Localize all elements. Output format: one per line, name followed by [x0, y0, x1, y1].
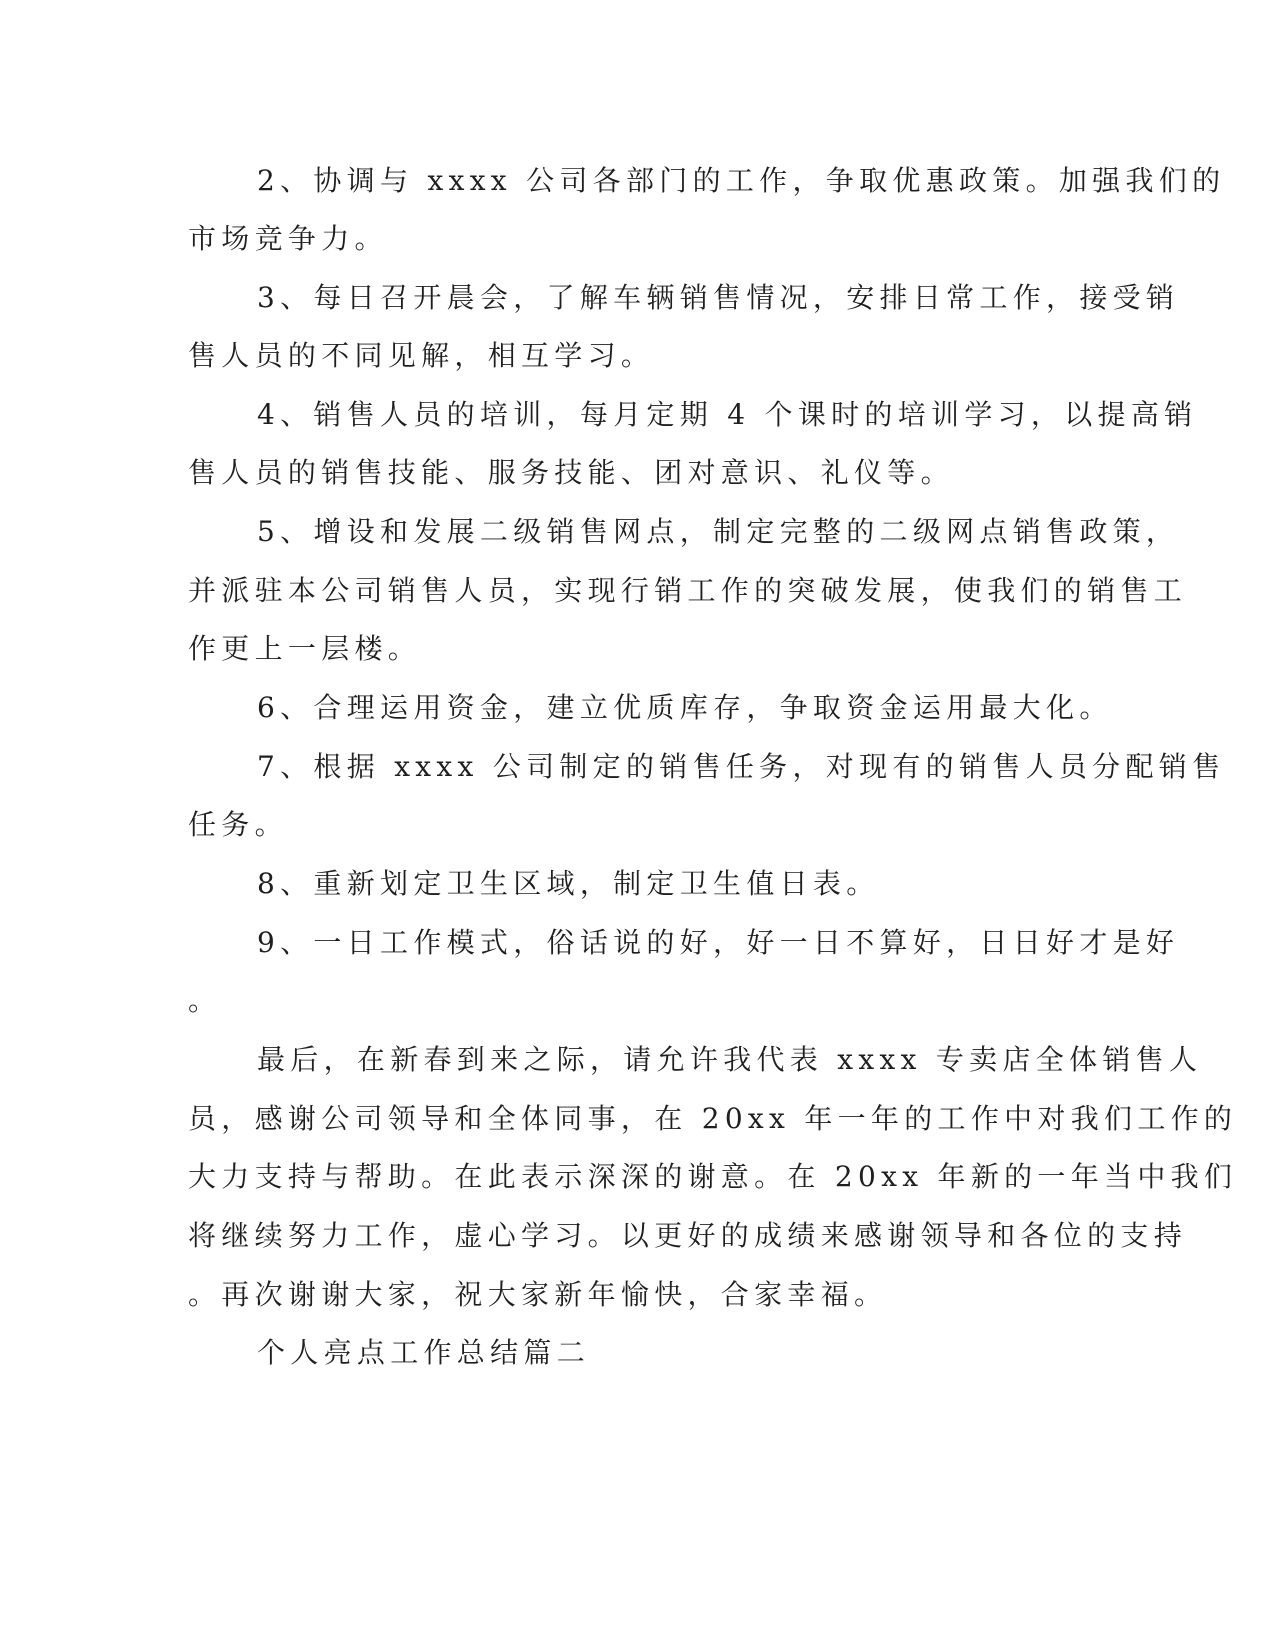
item-7-line-2: 任务。 [188, 808, 288, 841]
closing-line-1: 最后，在新春到来之际，请允许我代表 xxxx 专卖店全体销售人 [257, 1043, 1203, 1076]
item-7-line-1: 7、根据 xxxx 公司制定的销售任务，对现有的销售人员分配销售 [257, 750, 1226, 783]
item-2-line-2: 市场竞争力。 [188, 222, 388, 255]
item-4-line-2: 售人员的销售技能、服务技能、团对意识、礼仪等。 [188, 456, 954, 489]
closing-line-2: 员，感谢公司领导和全体同事，在 20xx 年一年的工作中对我们工作的 [188, 1102, 1238, 1135]
item-5-line-3: 作更上一层楼。 [188, 632, 422, 665]
item-5-line-2: 并派驻本公司销售人员，实现行销工作的突破发展，使我们的销售工 [188, 574, 1188, 607]
closing-line-5: 。再次谢谢大家，祝大家新年愉快，合家幸福。 [188, 1278, 888, 1311]
item-2-line-1: 2、协调与 xxxx 公司各部门的工作，争取优惠政策。加强我们的 [257, 164, 1226, 197]
closing-line-3: 大力支持与帮助。在此表示深深的谢意。在 20xx 年新的一年当中我们 [188, 1160, 1238, 1193]
item-5-line-1: 5、增设和发展二级销售网点，制定完整的二级网点销售政策， [257, 515, 1180, 548]
item-9-line-1: 9、一日工作模式，俗话说的好，好一日不算好，日日好才是好 [257, 926, 1180, 959]
closing-line-4: 将继续努力工作，虚心学习。以更好的成绩来感谢领导和各位的支持 [188, 1219, 1188, 1252]
item-4-line-1: 4、销售人员的培训，每月定期 4 个课时的培训学习，以提高销 [257, 398, 1198, 431]
item-8-line-1: 8、重新划定卫生区域，制定卫生值日表。 [257, 867, 880, 900]
item-3-line-1: 3、每日召开晨会，了解车辆销售情况，安排日常工作，接受销 [257, 281, 1180, 314]
item-3-line-2: 售人员的不同见解，相互学习。 [188, 339, 655, 372]
item-9-line-2: 。 [188, 984, 222, 1017]
item-6-line-1: 6、合理运用资金，建立优质库存，争取资金运用最大化。 [257, 691, 1113, 724]
section-heading: 个人亮点工作总结篇二 [257, 1336, 591, 1369]
